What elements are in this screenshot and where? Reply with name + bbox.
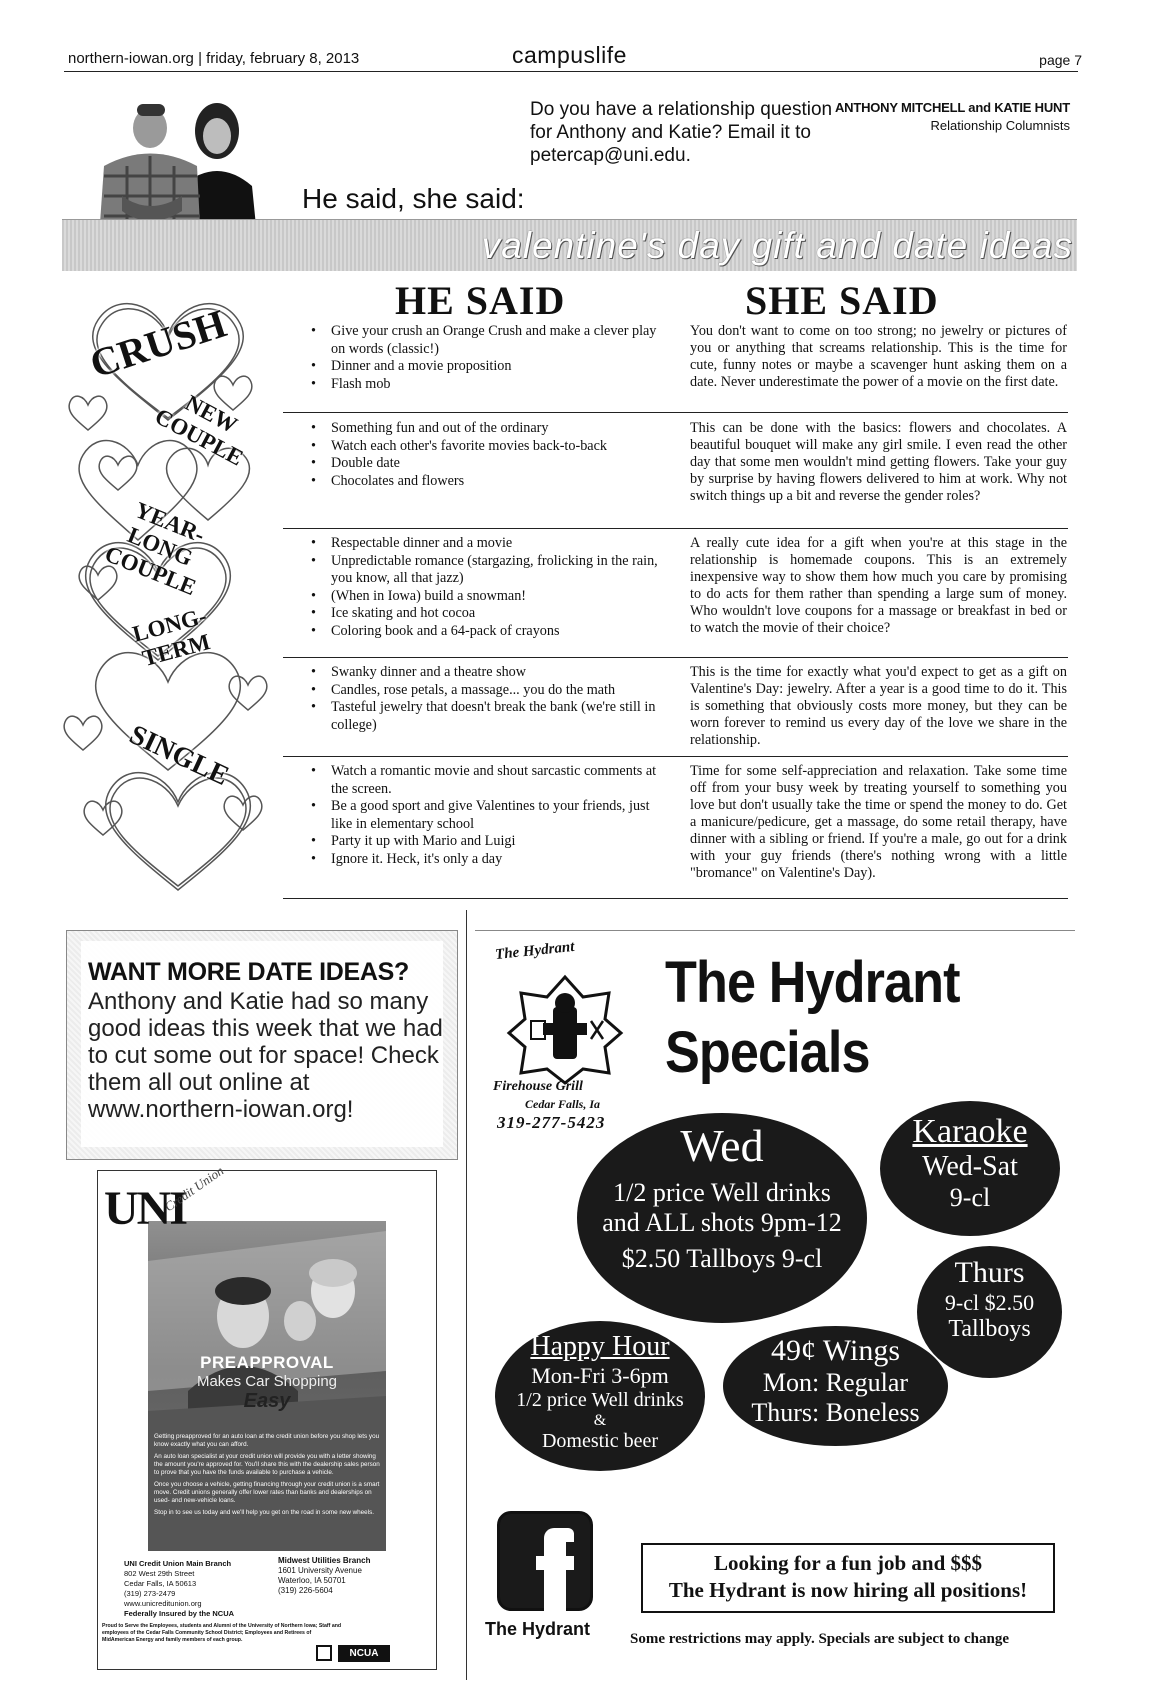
question-prompt: Do you have a relationship question for Anthony and Katie? Email it to petercap@uni.edu. [530,99,833,166]
wings-line: Mon: Regular [762,1368,909,1397]
he-list [311,323,665,393]
she-text: You don't want to come on too strong; no jewelry or pictures of you or anything that screams relationship. This is the time for cute, funny notes or maybe a scavenger hunt asking them on a date. Never underestimate the power of a movie on the first date. [690,323,1067,390]
author-role: Relationship Columnists [930,118,1070,133]
he-list [311,763,665,868]
he-item: • Dinner and a movie proposition [311,358,665,376]
he-said-heading: HE SAID [395,278,566,323]
she-text: A really cute idea for a gift when you're at this stage in the relationship is homemade coupons. This is an extremely inexpensive way to show them how much you care by promising to do acts for them rather than spending a large sum of money. Who wouldn't love coupons for a massage or breakfast in bed or to watch the movie of their choice? [690,535,1067,636]
he-item: • Be a good sport and give Valentines to your friends, just like in elementary school [311,798,665,833]
ad-subhead-emphasis: Easy [243,1390,291,1412]
header-page-number: page 7 [1039,52,1082,68]
he-item: • Coloring book and a 64-pack of crayons [311,623,665,641]
branch-line: 802 West 29th Street [124,1569,195,1578]
ad-paragraph: Stop in to see us today and we'll help you get on the road in some new wheels. [154,1509,374,1516]
ad-headline: PREAPPROVAL [200,1353,334,1372]
ad-subhead: Makes Car Shopping [196,1373,338,1390]
firehouse-logo [505,973,625,1085]
hydrant-logo-city: Cedar Falls, Ia [525,1097,601,1111]
he-item: • Flash mob [311,376,665,394]
he-item: • Swanky dinner and a theatre show [311,664,665,682]
happy-hour-special [495,1321,705,1471]
he-item: • Unpredictable romance (stargazing, frolicking in the rain, you know, all that jazz) [311,553,665,588]
branch-line: Federally Insured by the NCUA [124,1609,235,1618]
ad-paragraph: Getting preapproved for an auto loan at the credit union before you shop lets you know exactly what you can afford. [154,1433,380,1448]
hiring-line: Looking for a fun job and $$$ [713,1551,983,1575]
midwest-branch-info [278,1556,370,1596]
wed-line: and ALL shots 9pm-12 [602,1208,842,1237]
more-date-ideas-title: WANT MORE DATE IDEAS? [88,958,410,986]
category-year-long-couple: YEAR-LONG COUPLE [101,497,209,601]
wed-special [577,1113,867,1323]
he-item: • Double date [311,455,665,473]
branch-line: Waterloo, IA 50701 [278,1576,346,1585]
she-text: This can be done with the basics: flowers and chocolates. A beautiful bouquet will make any girl smile. I even read the other day that some men wouldn't mind getting flowers. Take your guy by surprise by having flowers delivered to him at work. Why not switch things up a bit and reverse the gender roles? [690,420,1067,504]
hiring-line: The Hydrant is now hiring all positions! [668,1578,1028,1602]
happy-line: 1/2 price Well drinks [516,1389,684,1411]
category-hearts-graphic [58,290,278,910]
he-list [311,535,665,640]
hydrant-phone: 319-277-5423 [497,1113,606,1132]
wings-head: 49¢ Wings [770,1334,901,1367]
row-divider [283,657,1068,658]
she-text: This is the time for exactly what you'd expect to get as a gift on Valentine's Day: jewelry. After a year is a good time to do it. This is something that obviously costs more money, but they can be worn forever to remind us every day of the love we share in the relationship. [690,664,1067,748]
facebook-label: The Hydrant [485,1619,591,1639]
karaoke-line: Wed-Sat [922,1151,1018,1182]
he-item: • Ice skating and hot cocoa [311,605,665,623]
hydrant-title: The Hydrant [665,950,960,1015]
author-names: ANTHONY MITCHELL and KATIE HUNT [834,100,1070,115]
wings-line: Thurs: Boneless [751,1398,920,1427]
he-list [311,420,665,490]
karaoke-special [880,1101,1060,1236]
branch-name: Midwest Utilities Branch [278,1556,371,1565]
he-item: • Give your crush an Orange Crush and make a clever play on words (classic!) [311,323,665,358]
row-divider [283,528,1068,529]
main-branch-info [124,1559,234,1619]
karaoke-head: Karaoke [912,1113,1028,1150]
wed-head: Wed [680,1120,764,1171]
category-crush: CRUSH [84,300,232,387]
more-date-ideas-body: Anthony and Katie had so many good ideas this week that we had to cut some out for space! Check them all out online at www.northern-iowan.org! [88,988,443,1123]
karaoke-line: 9-cl [949,1183,991,1212]
happy-line: & [593,1412,607,1429]
restrictions-note: Some restrictions may apply. Specials are subject to change [630,1631,1010,1647]
ad-paragraph: An auto loan specialist at your credit union will provide you with a letter showing the amount you're approved for. You'll share this with the dealership sales person to prove that you have the funds available to purchase a vehicle. [154,1453,380,1476]
uni-credit-union-ad [97,1162,437,1670]
he-item: • Something fun and out of the ordinary [311,420,665,438]
header-section: campuslife [512,42,627,68]
fine-print: Proud to Serve the Employees, students and Alumni of the University of Northern Iowa; Staff and employees of the Cedar Falls Community School District; Employees and Retirees of MidAmerican Energy and family members of each group. [102,1623,342,1643]
he-item: • Watch a romantic movie and shout sarcastic comments at the screen. [311,763,665,798]
ncua-badge: NCUA [338,1645,390,1662]
he-item: • Respectable dinner and a movie [311,535,665,553]
wed-line: $2.50 Tallboys 9-cl [621,1244,823,1273]
category-long-term: LONG-TERM [129,603,213,672]
he-item: • Party it up with Mario and Luigi [311,833,665,851]
hydrant-subtitle: Specials [665,1020,870,1085]
she-said-heading: SHE SAID [745,278,939,323]
row-divider [283,898,1068,899]
branch-line: 1601 University Avenue [278,1566,362,1575]
row-divider [283,412,1068,413]
uni-logo: UNI [104,1182,187,1235]
he-item: • Candles, rose petals, a massage... you do the math [311,682,665,700]
hydrant-logo-bottom: Firehouse Grill [493,1079,583,1094]
he-item: • Chocolates and flowers [311,473,665,491]
happy-line: Mon-Fri 3-6pm [531,1363,669,1388]
column-separator [466,910,467,1680]
thurs-line: 9-cl $2.50 [944,1290,1035,1315]
he-item: • Tasteful jewelry that doesn't break the bank (we're still in college) [311,699,665,734]
hydrant-ad [475,930,1075,1650]
he-item: • Watch each other's favorite movies back-to-back [311,438,665,456]
he-item: • (When in Iowa) build a snowman! [311,588,665,606]
she-text: Time for some self-appreciation and relaxation. Take some time off from your busy week by treating yourself to something you love but don't usually take the time or spend the money to do. Get a manicure/pedicure, get a massage, do some retail therapy, have dinner with a sibling or friend. If you're a male, go out for a drink with your guy friends (there's nothing wrong with a little "bromance" on Valentine's Day). [690,763,1067,881]
wings-special [723,1326,948,1446]
category-new-couple: NEW COUPLE [150,390,248,471]
ad-paragraph: Once you choose a vehicle, getting financing through your credit union is a smart move. Credit unions generally offer lower rates than banks and dealerships on used- and new-vehicle loans. [154,1481,380,1504]
happy-line: Domestic beer [541,1430,659,1452]
title-bar [62,219,1077,271]
branch-line: www.unicreditunion.org [124,1599,202,1608]
header-site-date: northern-iowan.org | friday, february 8, 2013 [68,50,360,67]
header-rule [64,71,1078,72]
hydrant-logo-top: The Hydrant [494,938,576,964]
happy-head: Happy Hour [530,1331,670,1362]
he-list [311,664,665,734]
wed-line: 1/2 price Well drinks [613,1178,831,1207]
thurs-line: Tallboys [948,1316,1031,1342]
thurs-head: Thurs [954,1256,1025,1289]
hiring-box [641,1543,1055,1613]
category-single: SINGLE [124,719,234,792]
he-item: • Ignore it. Heck, it's only a day [311,851,665,869]
uni-logo-script: Credit Union [161,1162,227,1215]
branch-line: Cedar Falls, IA 50613 [124,1579,197,1588]
branch-name: UNI Credit Union Main Branch [124,1559,232,1568]
article-title: valentine's day gift and date ideas [481,225,1073,266]
row-divider [283,756,1068,757]
branch-line: (319) 273-2479 [124,1589,176,1598]
equal-housing-icon [316,1645,332,1661]
car-photo [148,1221,386,1551]
branch-line: (319) 226-5604 [278,1586,333,1595]
column-name: He said, she said: [302,183,525,214]
facebook-icon [497,1511,593,1611]
